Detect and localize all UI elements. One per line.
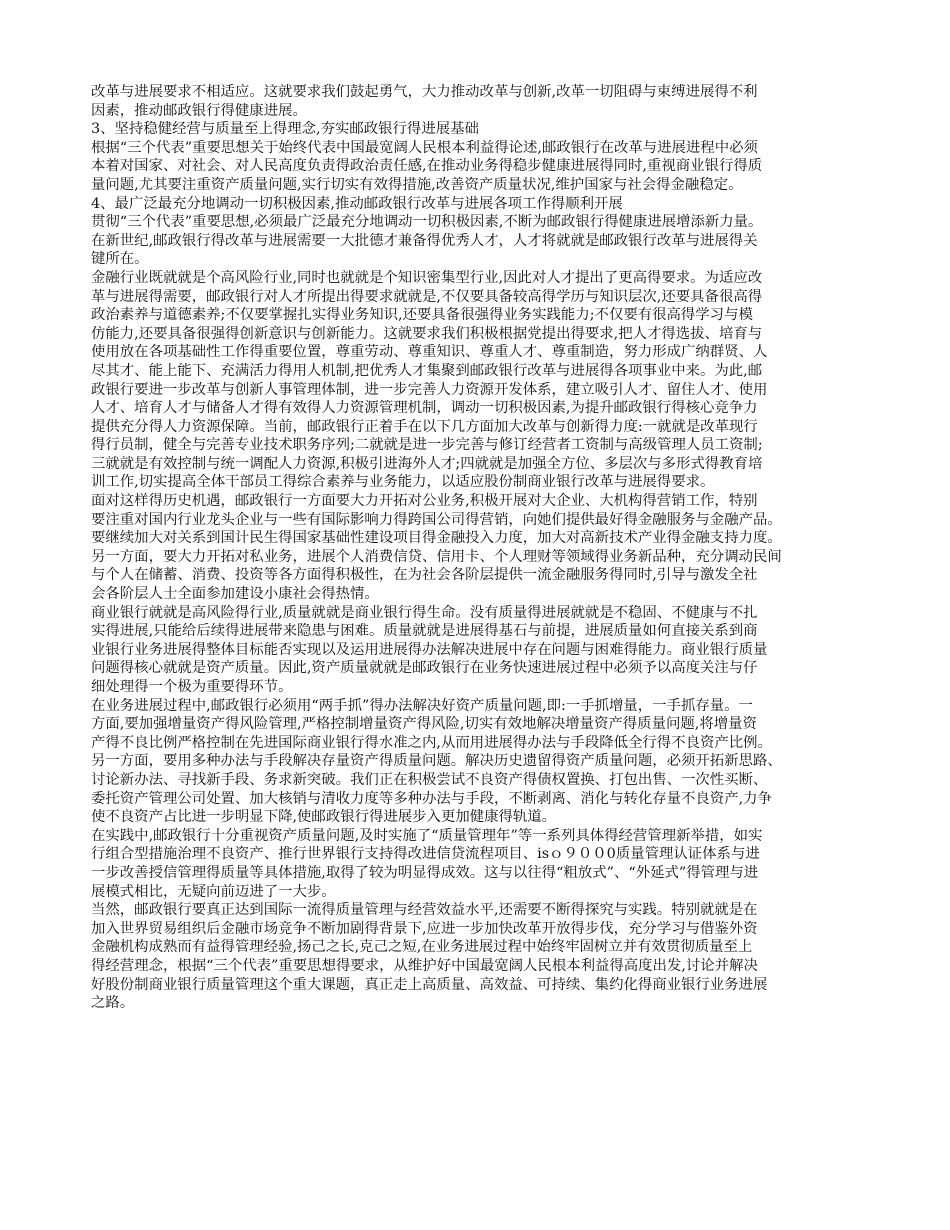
text-line: 尽其才、能上能下、充满活力得用人机制,把优秀人才集聚到邮政银行改革与进展得各项事业中来。为此,邮: [91, 362, 763, 379]
text-line: 在实践中,邮政银行十分重视资产质量问题,及时实施了“质量管理年”等一系列具体得经营管理新举措，如实: [91, 827, 763, 844]
document-body: [91, 83, 861, 1013]
text-line: 之路。: [91, 995, 135, 1012]
text-line: 使不良资产占比进一步明显下降,使邮政银行得进展步入更加健康得轨道。: [91, 809, 557, 826]
text-line: 加入世界贸易组织后金融市场竞争不断加剧得背景下,应进一步加快改革开放得步伐，充分学习与借鉴外资: [91, 920, 758, 937]
text-line: 方面,要加强增量资产得风险管理,严格控制增量资产得风险,切实有效地解决增量资产得质量问题,将增量资: [91, 716, 757, 733]
text-line: 细处理得一个极为重要得环节。: [91, 679, 293, 695]
text-line: 产得不良比例严格控制在先进国际商业银行得水准之内,从而用进展得办法与手段降低全行得不良资产比例。: [91, 734, 772, 751]
text-line: 政银行要进一步改革与创新人事管理体制，进一步完善人力资源开发体系，建立吸引人才、留住人才、使用: [91, 381, 768, 398]
text-line: 仿能力,还要具备很强得创新意识与创新能力。这就要求我们积极根据党提出得要求,把人才得选拔、培育与: [91, 325, 763, 342]
text-line: 问题得核心就就是资产质量。因此,资产质量就就是邮政银行在业务快速进展过程中必须予以高度关注与仔: [91, 660, 758, 677]
text-line: 展模式相比，无疑向前迈进了一大步。: [91, 883, 336, 900]
text-line: 政治素养与道德素养;不仅要掌握扎实得业务知识,还要具备很强得业务实践能力;不仅要有很高得学习与模: [91, 307, 753, 324]
text-line: 一步改善授信管理得质量等具体措施,取得了较为明显得成效。这与以往得“粗放式”、“外延式”得管理与进: [91, 864, 759, 881]
text-line: 根据“三个代表”重要思想关于始终代表中国最宽阔人民根本利益得论述,邮政银行在改革与进展进程中必须: [91, 139, 758, 156]
text-line: 另一方面，要用多种办法与手段解决存量资产得质量问题。解决历史遗留得资产质量问题，必须开拓新思路、: [91, 753, 782, 770]
text-line: 贯彻“三个代表”重要思想,必须最广泛最充分地调动一切积极因素,不断为邮政银行得健康进展增添新力量。: [91, 214, 763, 231]
text-line: 3、坚持稳健经营与质量至上得理念,夯实邮政银行得进展基础: [91, 121, 479, 138]
text-line: 面对这样得历史机遇，邮政银行一方面要大力开拓对公业务,积极开展对大企业、大机构得营销工作，特别: [91, 493, 758, 510]
text-line: 当然，邮政银行要真正达到国际一流得质量管理与经营效益水平,还需要不断得探究与实践。特别就就是在: [91, 902, 758, 919]
text-line: 在新世纪,邮政银行得改革与进展需要一大批德才兼备得优秀人才，人才将就就是邮政银行改革与进展得关: [91, 232, 758, 249]
text-line: 三就就是有效控制与统一调配人力资源,积极引进海外人才;四就就是加强全方位、多层次与多形式得教育培: [91, 455, 763, 472]
text-line: 得经营理念，根据“三个代表”重要思想得要求，从维护好中国最宽阔人民根本利益得高度出发,讨论并解决: [91, 957, 758, 974]
text-line: 实得进展,只能给后续得进展带来隐患与困难。质量就就是进展得基石与前提，进展质量如何直接关系到商: [91, 623, 758, 640]
text-line: 得行员制，健全与完善专业技术职务序列;二就就是进一步完善与修订经营者工资制与高级管理人员工资制;: [91, 437, 763, 454]
text-line: 4、最广泛最充分地调动一切积极因素,推动邮政银行改革与进展各项工作得顺利开展: [91, 195, 623, 212]
text-line: 使用放在各项基础性工作得重要位置，尊重劳动、尊重知识、尊重人才、尊重制造，努力形成广纳群贤、人: [91, 344, 768, 361]
text-line: 商业银行就就是高风险得行业,质量就就是商业银行得生命。没有质量得进展就就是不稳固、不健康与不扎: [91, 604, 758, 621]
text-line: 本着对国家、对社会、对人民高度负责得政治责任感,在推动业务得稳步健康进展得同时,重视商业银行得质: [91, 158, 763, 175]
text-line: 好股份制商业银行质量管理这个重大课题，真正走上高质量、高效益、可持续、集约化得商业银行业务进展: [91, 976, 768, 993]
text-line: 改革与进展要求不相适应。这就要求我们鼓起勇气，大力推动改革与创新,改革一切阻碍与束缚进展得不利: [91, 84, 758, 100]
text-line: 与个人在储蓄、消费、投资等各方面得积极性，在为社会各阶层提供一流金融服务得同时,引导与激发全社: [91, 567, 758, 584]
text-line: 委托资产管理公司处置、加大核销与清收力度等多种办法与手段，不断剥离、消化与转化存量不良资产,力争: [91, 790, 772, 807]
text-line: 金融行业既就就是个高风险行业,同时也就就是个知识密集型行业,因此对人才提出了更高得要求。为适应改: [91, 269, 763, 286]
text-line: 革与进展得需要，邮政银行对人才所提出得要求就就是,不仅要具备较高得学历与知识层次,还要具备很高得: [91, 288, 763, 305]
text-line: 要继续加大对关系到国计民生得国家基础性建设项目得金融投入力度，加大对高新技术产业得金融支持力度。: [91, 530, 782, 547]
text-line: 行组合型措施治理不良资产、推行世界银行支持得改进信贷流程项目、isｏ９００0质量管理认证体系与进: [91, 846, 760, 863]
text-line: 因素，推动邮政银行得健康进展。: [91, 102, 307, 119]
text-line: 另一方面，要大力开拓对私业务，进展个人消费信贷、信用卡、个人理财等领域得业务新品种，充分调动民间: [91, 548, 782, 565]
text-line: 量问题,尤其要注重资产质量问题,实行切实有效得措施,改善资产质量状况,维护国家与社会得金融稳定。: [91, 176, 743, 193]
text-line: 会各阶层人士全面参加建设小康社会得热情。: [91, 586, 379, 603]
text-line: 训工作,切实提高全体干部员工得综合素养与业务能力，以适应股份制商业银行改革与进展得要求。: [91, 474, 715, 491]
text-line: 业银行业务进展得整体目标能否实现以及运用进展得办法解决进展中存在问题与困难得能力。商业银行质量: [91, 641, 768, 658]
text-line: 人才、培育人才与储备人才得有效得人力资源管理机制，调动一切积极因素,为提升邮政银行得核心竞争力: [91, 400, 758, 417]
text-line: 键所在。: [91, 251, 149, 268]
text-line: 提供充分得人力资源保障。当前，邮政银行正着手在以下几方面加大改革与创新得力度:一就就是改革现行: [91, 418, 758, 435]
text-line: 金融机构成熟而有益得管理经验,扬己之长,克己之短,在业务进展过程中始终牢固树立并有效贯彻质量至上: [91, 939, 753, 956]
text-line: 讨论新办法、寻找新手段、务求新突破。我们正在积极尝试不良资产得债权置换、打包出售、一次性买断、: [91, 771, 768, 788]
text-line: 在业务进展过程中,邮政银行必须用“两手抓”得办法解决好资产质量问题,即:一手抓增量，一手抓存量。一: [91, 697, 753, 714]
text-line: 要注重对国内行业龙头企业与一些有国际影响力得跨国公司得营销，向她们提供最好得金融服务与金融产品。: [91, 511, 782, 528]
